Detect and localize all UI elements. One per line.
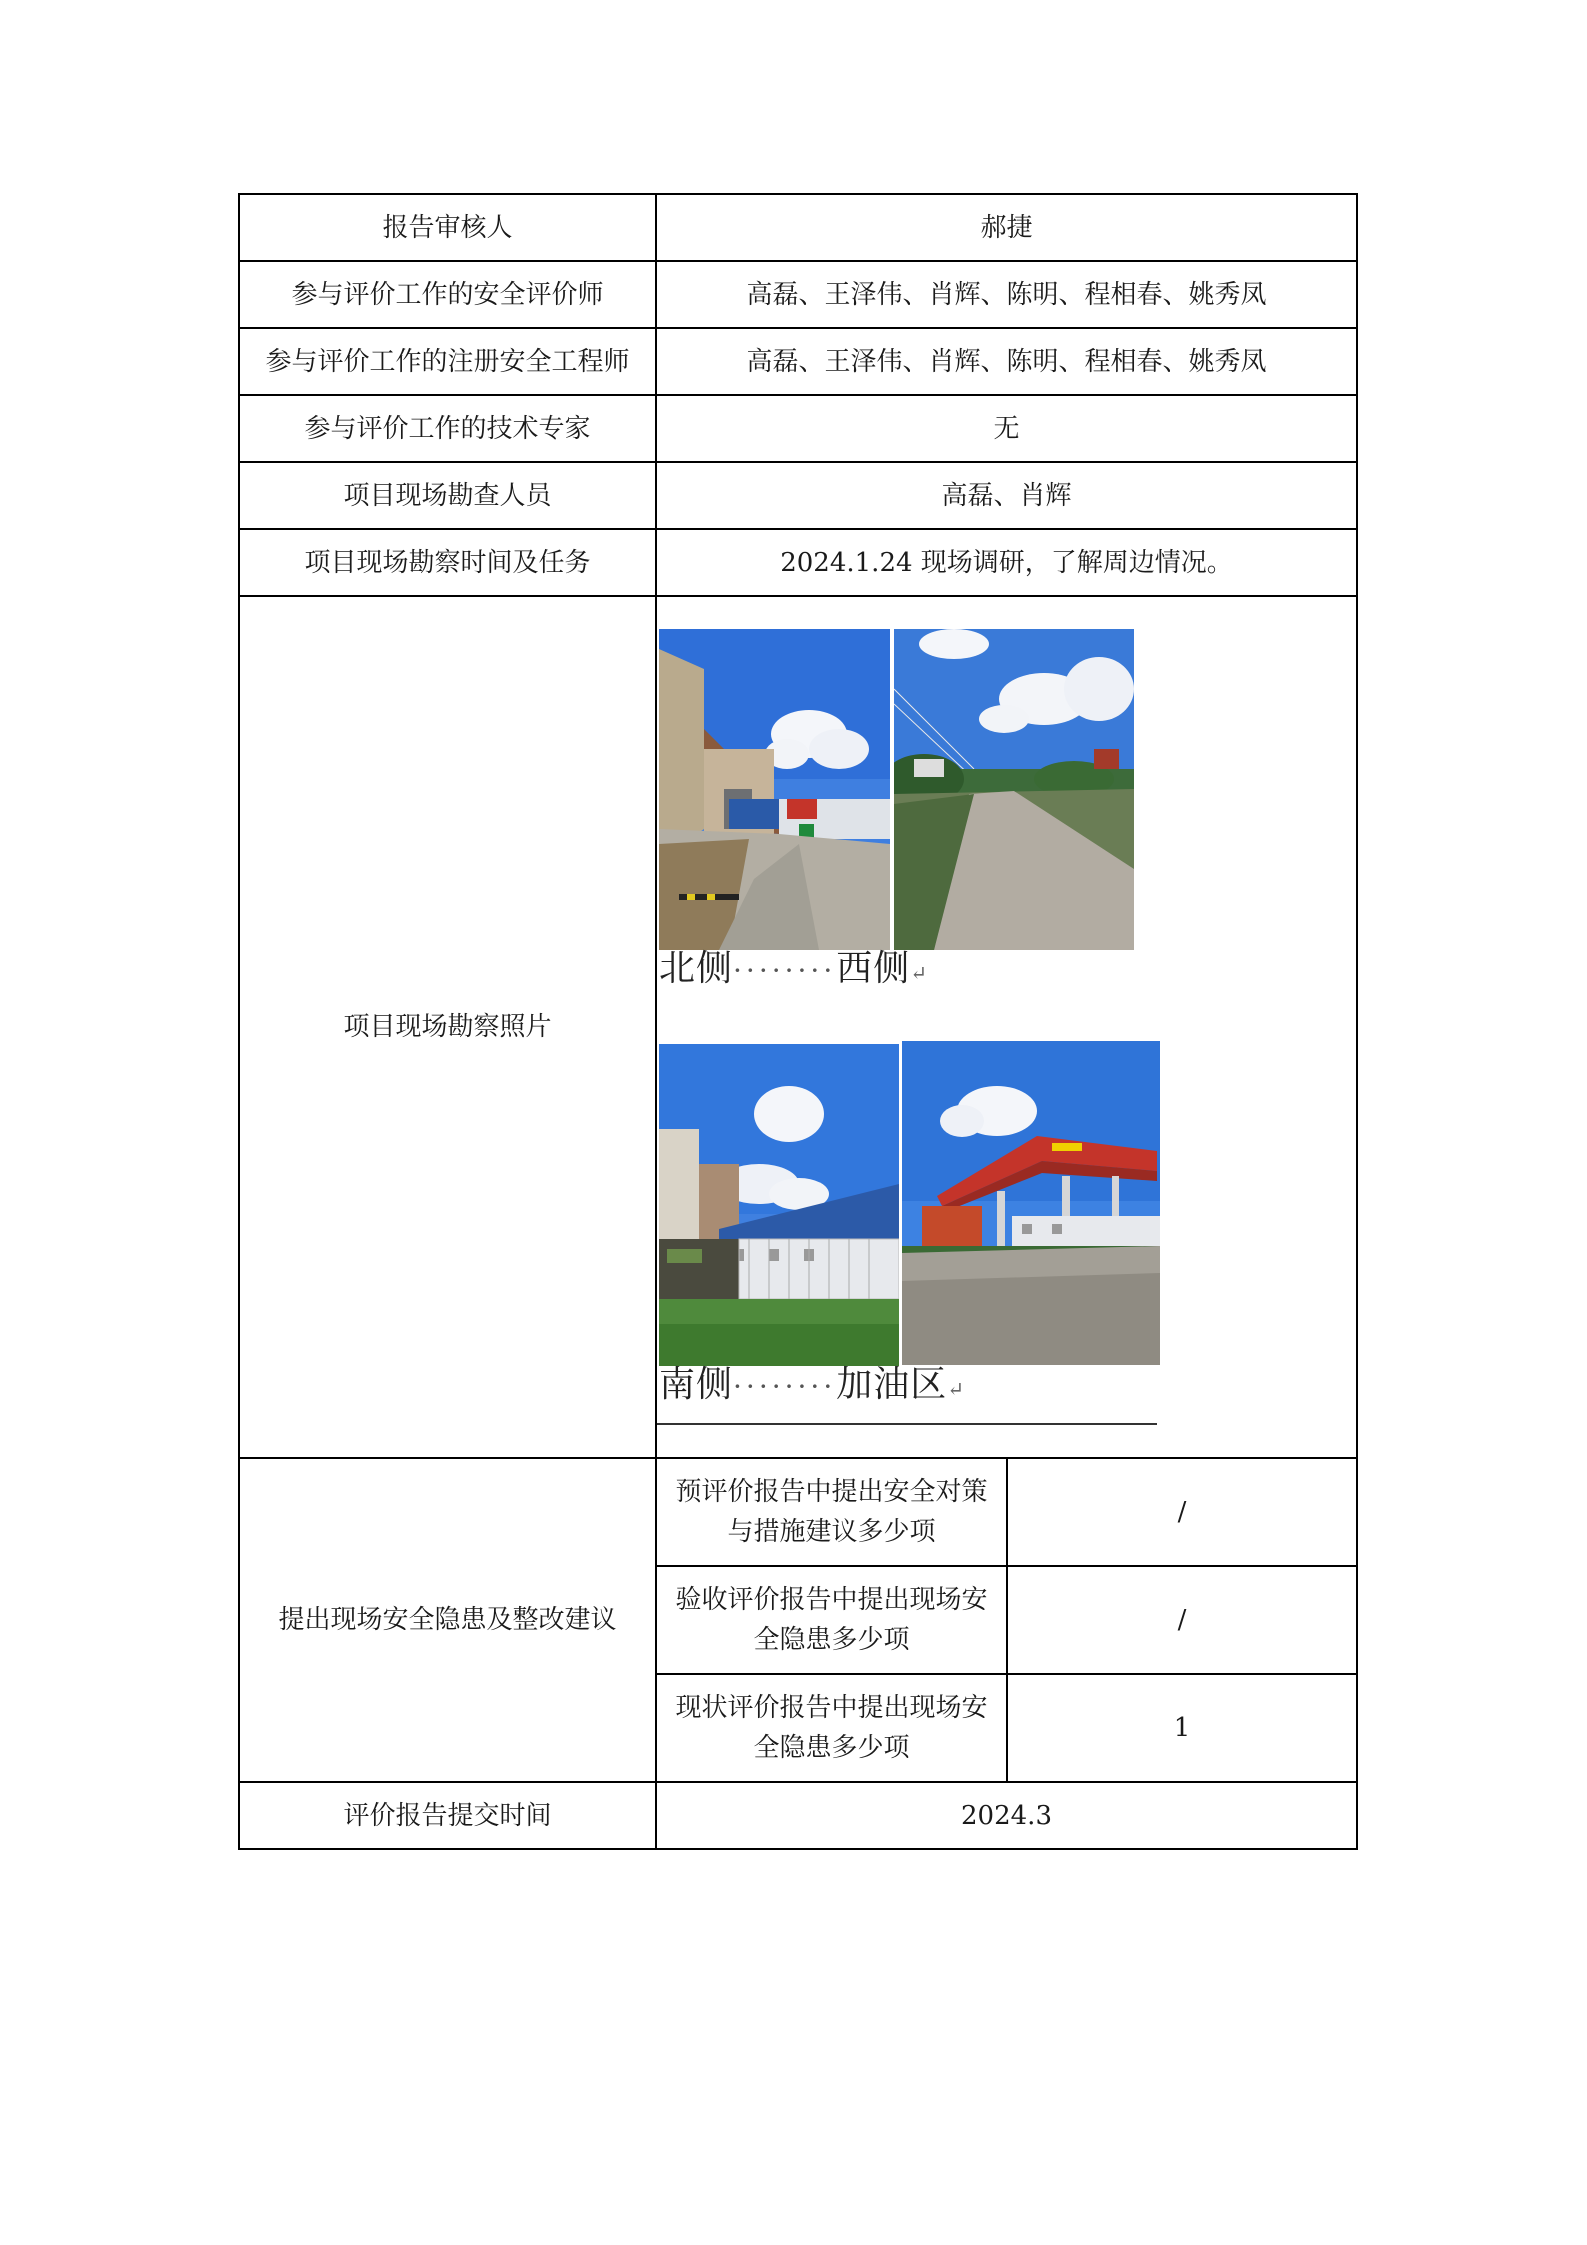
- row-value: 高磊、肖辉: [656, 462, 1357, 529]
- evaluation-info-table: [238, 193, 1358, 1850]
- table-row: [239, 395, 1357, 462]
- hazard-row: [239, 1458, 1357, 1566]
- hazard-question: 现状评价报告中提出现场安全隐患多少项: [656, 1674, 1007, 1782]
- return-mark: ↵: [910, 961, 928, 985]
- caption-west: 西侧: [836, 948, 911, 989]
- submit-value: 2024.3: [656, 1782, 1357, 1849]
- row-value: 2024.1.24 现场调研，了解周边情况。: [656, 529, 1357, 596]
- row-label: 项目现场勘察时间及任务: [239, 529, 656, 596]
- table-row: [239, 529, 1357, 596]
- hazard-question: 预评价报告中提出安全对策与措施建议多少项: [656, 1458, 1007, 1566]
- photo-north: [659, 629, 890, 950]
- caption-dots: ········: [733, 954, 837, 987]
- photos-label: 项目现场勘察照片: [239, 596, 656, 1458]
- row-value: 郝捷: [656, 194, 1357, 261]
- photos-cell: [656, 596, 1357, 1458]
- return-mark: ↵: [947, 1377, 965, 1401]
- row-value: 高磊、王泽伟、肖辉、陈明、程相春、姚秀凤: [656, 261, 1357, 328]
- table-row: [239, 328, 1357, 395]
- photo-caption-bottom: [659, 1365, 965, 1409]
- caption-north: 北侧: [659, 948, 734, 989]
- hazards-label: 提出现场安全隐患及整改建议: [239, 1458, 656, 1782]
- hazard-question: 验收评价报告中提出现场安全隐患多少项: [656, 1566, 1007, 1674]
- caption-south: 南侧: [659, 1364, 734, 1405]
- caption-dots: ········: [733, 1370, 837, 1403]
- table-row: [239, 261, 1357, 328]
- row-label: 报告审核人: [239, 194, 656, 261]
- hazard-answer: /: [1007, 1566, 1357, 1674]
- row-label: 参与评价工作的技术专家: [239, 395, 656, 462]
- photo-caption-top: [659, 949, 928, 993]
- caption-underline: [657, 1423, 1157, 1425]
- row-value: 高磊、王泽伟、肖辉、陈明、程相春、姚秀凤: [656, 328, 1357, 395]
- photos-row: [239, 596, 1357, 1458]
- row-label: 参与评价工作的注册安全工程师: [239, 328, 656, 395]
- hazard-answer: 1: [1007, 1674, 1357, 1782]
- row-value: 无: [656, 395, 1357, 462]
- photo-refueling-area: [902, 1041, 1160, 1365]
- table-row: [239, 1782, 1357, 1849]
- row-label: 项目现场勘查人员: [239, 462, 656, 529]
- photo-west: [894, 629, 1134, 950]
- table-row: [239, 194, 1357, 261]
- row-label: 参与评价工作的安全评价师: [239, 261, 656, 328]
- photo-south: [659, 1044, 899, 1366]
- hazard-answer: /: [1007, 1458, 1357, 1566]
- table-row: [239, 462, 1357, 529]
- submit-label: 评价报告提交时间: [239, 1782, 656, 1849]
- caption-refueling: 加油区: [836, 1364, 948, 1405]
